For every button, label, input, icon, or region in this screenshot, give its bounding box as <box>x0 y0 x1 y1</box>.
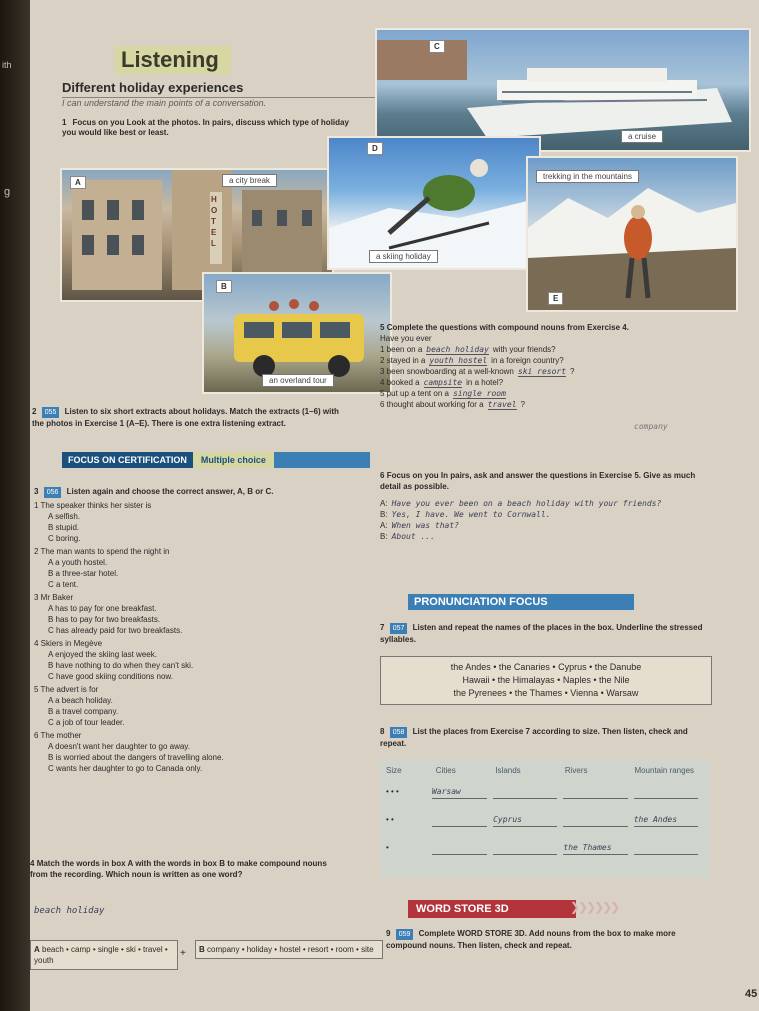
answer-option[interactable]: C have good skiing conditions now. <box>48 672 173 681</box>
question-stem: 2 The man wants to spend the night in <box>34 547 170 556</box>
margin-note: company <box>634 422 668 431</box>
exercise-text: Match the words in box A with the words in box B to make compound nouns from the recording. Which noun is written as one word? <box>30 859 327 879</box>
handwritten-answer[interactable]: ski resort <box>517 367 567 376</box>
column-header: Cities <box>435 766 456 775</box>
dialog-line <box>380 509 708 520</box>
question-item <box>34 592 354 636</box>
table-cell[interactable] <box>634 843 698 855</box>
table-cell[interactable]: the Andes <box>634 815 698 827</box>
audio-icon[interactable]: 057 <box>390 623 408 634</box>
item-text: in a foreign country? <box>491 356 564 365</box>
exercise-5 <box>380 322 708 410</box>
table-cell[interactable]: Warsaw <box>432 787 487 799</box>
audio-icon[interactable]: 059 <box>396 929 414 940</box>
item-text: ? <box>520 400 525 409</box>
item-text: ? <box>570 367 575 376</box>
plus-sign: + <box>180 948 186 959</box>
exercise-number: 7 <box>380 623 385 632</box>
photo-letter-b: B <box>216 280 232 293</box>
exercise-text: Focus on you Look at the photos. In pairs, discuss which type of holiday you would like best or least. <box>62 118 349 137</box>
section-subtitle: Different holiday experiences <box>62 80 244 95</box>
page-gutter <box>0 0 30 1011</box>
answer-option[interactable]: C boring. <box>48 534 81 543</box>
pronunciation-bar: PRONUNCIATION FOCUS <box>408 594 634 610</box>
exercise-text: Complete WORD STORE 3D. Add nouns from the box to make more compound nouns. Then listen, check and repeat. <box>386 929 676 950</box>
table-cell[interactable] <box>563 787 627 799</box>
answer-option[interactable]: A a beach holiday. <box>48 696 113 705</box>
edge-note: ith <box>2 60 12 70</box>
exercise-number: 4 <box>30 859 35 868</box>
speaker-label: A: <box>380 499 388 508</box>
question-item <box>34 638 354 682</box>
caption-city-break: a city break <box>222 174 277 187</box>
answer-option[interactable]: A doesn't want her daughter to go away. <box>48 742 190 751</box>
exercise-4 <box>30 858 340 880</box>
question-stem: 3 Mr Baker <box>34 593 74 602</box>
speaker-label: B: <box>380 510 388 519</box>
speaker-label: B: <box>380 532 388 541</box>
gap-fill-item <box>380 344 708 355</box>
handwritten-line: Yes, I have. We went to Cornwall. <box>391 510 551 519</box>
photo-letter-a: A <box>70 176 86 189</box>
handwritten-answer[interactable]: single room <box>452 389 506 398</box>
handwritten-line: When was that? <box>391 521 459 530</box>
lead-in: Have you ever <box>380 334 432 343</box>
answer-option[interactable]: A has to pay for one breakfast. <box>48 604 157 613</box>
answer-option[interactable]: B has to pay for two breakfasts. <box>48 615 161 624</box>
table-cell[interactable]: the Thames <box>563 843 627 855</box>
dialog-line <box>380 531 708 542</box>
question-list <box>34 500 354 774</box>
question-stem: 6 The mother <box>34 731 82 740</box>
exercise-text: Focus on you In pairs, ask and answer the questions in Exercise 5. Give as much detail as possible. <box>380 471 696 491</box>
table-cell[interactable] <box>432 815 487 827</box>
answer-option[interactable]: B stupid. <box>48 523 80 532</box>
photo-letter-e: E <box>548 292 563 305</box>
question-item <box>34 546 354 590</box>
exercise-number: 5 <box>380 323 385 332</box>
answer-option[interactable]: B is worried about the dangers of travelling alone. <box>48 753 224 762</box>
answer-option[interactable]: B have nothing to do when they can't ski. <box>48 661 194 670</box>
answer-option[interactable]: C a tent. <box>48 580 79 589</box>
photo-letter-c: C <box>429 40 445 53</box>
caption-overland: an overland tour <box>262 374 334 387</box>
exercise-number: 3 <box>34 487 39 496</box>
answer-option[interactable]: C a job of tour leader. <box>48 718 125 727</box>
exercise-number: 9 <box>386 929 391 938</box>
answer-option[interactable]: A selfish. <box>48 512 81 521</box>
column-header: Size <box>386 766 402 775</box>
question-stem: 1 The speaker thinks her sister is <box>34 501 152 510</box>
exercise-2 <box>32 406 346 429</box>
exercise-number: 2 <box>32 407 37 416</box>
answer-option[interactable]: C has already paid for two breakfasts. <box>48 626 183 635</box>
handwritten-line: Have you ever been on a beach holiday with your friends? <box>391 499 662 508</box>
item-text: 4 booked a <box>380 378 420 387</box>
exercise-7 <box>380 622 708 645</box>
column-header: Mountain ranges <box>634 766 695 775</box>
page-title: Listening <box>115 46 231 74</box>
handwritten-answer[interactable]: travel <box>487 400 517 409</box>
places-line: Hawaii • the Himalayas • Naples • the Nile <box>462 675 630 685</box>
handwritten-line: About ... <box>391 532 435 541</box>
handwritten-answer[interactable]: beach holiday <box>426 345 489 354</box>
exercise-number: 1 <box>62 118 67 127</box>
places-box <box>380 656 712 705</box>
exercise-number: 8 <box>380 727 385 736</box>
table-cell[interactable] <box>563 815 627 827</box>
gap-fill-item <box>380 355 708 366</box>
answer-option[interactable]: B a three-star hotel. <box>48 569 119 578</box>
places-line: the Andes • the Canaries • Cyprus • the Danube <box>450 662 642 672</box>
gap-fill-list <box>380 344 708 410</box>
gap-fill-item <box>380 388 708 399</box>
item-text: 3 been snowboarding at a well-known <box>380 367 514 376</box>
exercise-text: Listen again and choose the correct answer, A, B or C. <box>66 487 274 496</box>
chevron-decoration: ❯❯❯❯❯❯ <box>570 900 619 914</box>
table-row <box>380 807 710 835</box>
question-item <box>34 684 354 728</box>
table-row <box>380 835 710 863</box>
photo-letter-d: D <box>367 142 383 155</box>
textbook-page <box>30 0 759 1011</box>
item-text: with your friends? <box>492 345 556 354</box>
answer-option[interactable]: A enjoyed the skiing last week. <box>48 650 157 659</box>
table-row <box>380 779 710 807</box>
audio-icon[interactable]: 056 <box>44 487 62 498</box>
column-header: Rivers <box>564 766 588 775</box>
handwritten-answer[interactable]: youth hostel <box>429 356 488 365</box>
word-box-a <box>30 940 178 970</box>
answer-option[interactable]: C wants her daughter to go to Canada only. <box>48 764 203 773</box>
table-cell[interactable] <box>493 787 557 799</box>
photo-trekking <box>526 156 738 312</box>
item-text: 1 been on a <box>380 345 423 354</box>
column-header: Islands <box>495 766 521 775</box>
table-cell[interactable] <box>432 843 487 855</box>
page-number: 45 <box>745 988 758 1000</box>
exercise-text: List the places from Exercise 7 according to size. Then listen, check and repeat. <box>380 727 688 748</box>
item-text: 2 stayed in a <box>380 356 426 365</box>
exercise-3 <box>34 486 354 774</box>
word-store-bar: WORD STORE 3D <box>408 900 576 918</box>
table-cell[interactable] <box>493 843 557 855</box>
gap-fill-item <box>380 366 708 377</box>
table-cell: • <box>386 843 389 852</box>
word-box-b <box>195 940 383 959</box>
skier-illustration <box>329 138 539 268</box>
answer-option[interactable]: B a travel company. <box>48 707 119 716</box>
table-cell[interactable]: Cyprus <box>493 815 557 827</box>
audio-icon[interactable]: 058 <box>390 727 408 738</box>
table-cell: • • • <box>386 787 399 796</box>
exercise-text: Listen and repeat the names of the places in the box. Underline the stressed syllables. <box>380 623 703 644</box>
item-text: in a hotel? <box>466 378 504 387</box>
can-do-statement: I can understand the main points of a conversation. <box>62 98 267 108</box>
handwritten-answer: beach holiday <box>34 906 105 916</box>
question-item <box>34 730 354 774</box>
focus-certification-bar <box>62 452 370 468</box>
box-label: A <box>34 945 40 954</box>
item-text: 6 thought about working for a <box>380 400 484 409</box>
dialog <box>380 498 708 542</box>
table-cell: • • <box>386 815 394 824</box>
caption-skiing: a skiing holiday <box>369 250 438 263</box>
places-table <box>380 760 710 878</box>
exercise-number: 6 <box>380 471 385 480</box>
exercise-text: Listen to six short extracts about holidays. Match the extracts (1–6) with the photos in Exercise 1 (A–E). There is one extra listening extract. <box>32 407 339 428</box>
exercise-text: Complete the questions with compound nouns from Exercise 4. <box>386 323 629 332</box>
question-item <box>34 500 354 544</box>
caption-cruise: a cruise <box>621 130 663 143</box>
caption-trekking: trekking in the mountains <box>536 170 639 183</box>
audio-icon[interactable]: 055 <box>42 407 60 418</box>
dialog-line <box>380 520 708 531</box>
exercise-8 <box>380 726 708 749</box>
photo-cruise <box>375 28 751 152</box>
answer-option[interactable]: A a youth hostel. <box>48 558 108 567</box>
gap-fill-item <box>380 399 708 410</box>
photo-overland-tour <box>202 272 392 394</box>
table-cell[interactable] <box>634 787 698 799</box>
exercise-9 <box>386 928 716 951</box>
exercise-1 <box>62 118 362 138</box>
table-header <box>380 760 710 779</box>
box-words: company • holiday • hostel • resort • room • site <box>207 945 374 954</box>
dialog-line <box>380 498 708 509</box>
gap-fill-item <box>380 377 708 388</box>
exercise-6 <box>380 470 708 542</box>
hotel-sign: HOTEL <box>211 195 218 248</box>
question-stem: 5 The advert is for <box>34 685 99 694</box>
photo-skiing <box>327 136 541 270</box>
box-words: beach • camp • single • ski • travel • youth <box>34 945 168 965</box>
places-line: the Pyrenees • the Thames • Vienna • Warsaw <box>453 688 639 698</box>
focus-sub: Multiple choice <box>193 452 274 468</box>
box-label: B <box>199 945 205 954</box>
speaker-label: A: <box>380 521 388 530</box>
edge-number: g <box>4 186 11 198</box>
item-text: 5 put up a tent on a <box>380 389 449 398</box>
focus-tag: FOCUS ON CERTIFICATION <box>62 452 193 468</box>
question-stem: 4 Skiers in Megève <box>34 639 103 648</box>
handwritten-answer[interactable]: campsite <box>423 378 463 387</box>
